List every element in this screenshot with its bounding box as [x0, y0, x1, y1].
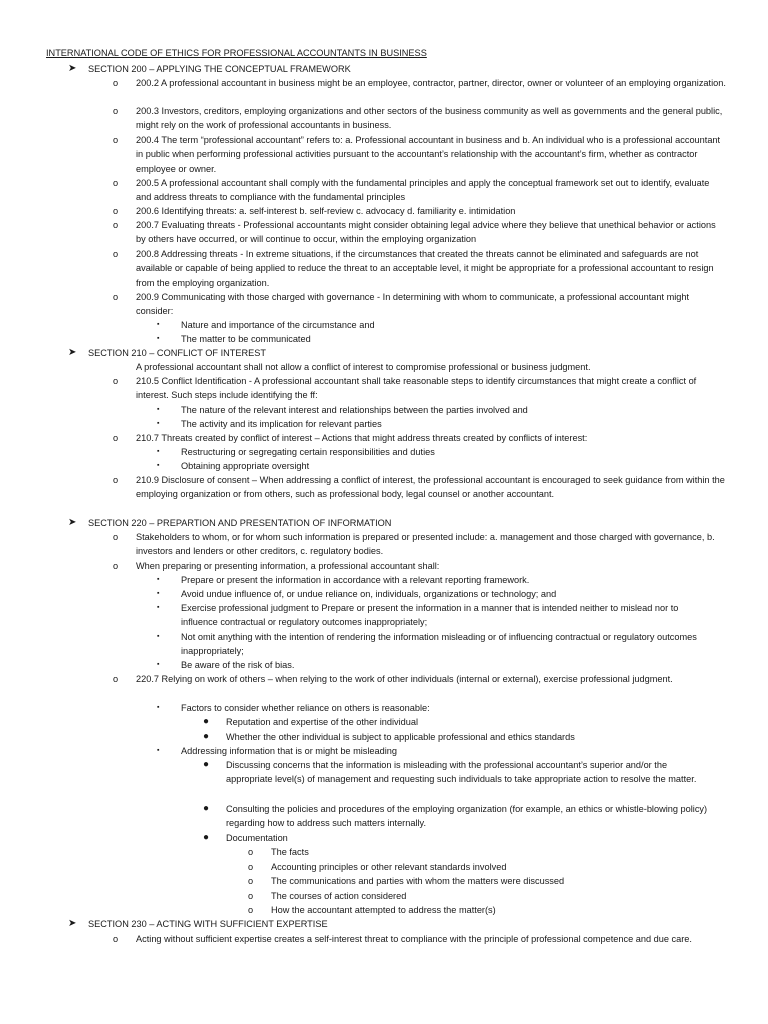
outline-item-text: Reputation and expertise of the other individual	[226, 717, 419, 727]
outline-item-text: Discussing concerns that the information is misleading with the professional accountant’s superior and/or the appropriate level(s) of management and requesting such individuals to take appropriate action to resolve the matter.	[226, 760, 697, 785]
outline-item-text: 210.7 Threats created by conflict of interest – Actions that might address threats created by conflicts of interest:	[136, 433, 588, 443]
circle-bullet-icon: o	[113, 292, 119, 302]
outline-item-text: 220.7 Relying on work of others – when relying to the work of other individuals (internal or external), exercise professional judgment.	[136, 674, 673, 684]
circle-bullet-icon: o	[113, 561, 119, 571]
outline-item-text: When preparing or presenting information, a professional accountant shall:	[136, 561, 440, 571]
circle-bullet-icon: o	[113, 249, 119, 259]
outline-item-text: SECTION 220 – PREPARTION AND PRESENTATION OF INFORMATION	[88, 518, 392, 528]
circle-bullet-icon: o	[113, 78, 119, 88]
outline-item-text: Nature and importance of the circumstance and	[181, 320, 375, 330]
circle-bullet-icon: o	[113, 433, 119, 443]
outline-item-text: 200.6 Identifying threats: a. self-interest b. self-review c. advocacy d. familiarity e. intimidation	[136, 206, 516, 216]
circle-bullet-icon: o	[113, 674, 119, 684]
dot-bullet-icon: ●	[203, 803, 210, 814]
circle-bullet-icon: o	[113, 135, 119, 145]
outline-item-text: SECTION 210 – CONFLICT OF INTEREST	[88, 348, 266, 358]
outline-item-text: Avoid undue influence of, or undue reliance on, individuals, organizations or technology; and	[181, 589, 557, 599]
square-bullet-icon: ▪	[157, 448, 160, 455]
outline-item-text: Obtaining appropriate oversight	[181, 461, 310, 471]
outline-item-text: SECTION 230 – ACTING WITH SUFFICIENT EXPERTISE	[88, 919, 328, 929]
circle-bullet-icon: o	[113, 220, 119, 230]
outline-item-text: The nature of the relevant interest and relationships between the parties involved and	[181, 405, 528, 415]
outline-item-text: Prepare or present the information in accordance with a relevant reporting framework.	[181, 575, 530, 585]
square-bullet-icon: ▪	[157, 747, 160, 754]
circle-bullet-icon: o	[113, 475, 119, 485]
circle-bullet-icon: o	[248, 905, 254, 915]
dot-bullet-icon: ●	[203, 731, 210, 742]
circle-bullet-icon: o	[113, 178, 119, 188]
arrow-bullet-icon: ➤	[68, 63, 77, 74]
outline-item-text: 200.5 A professional accountant shall comply with the fundamental principles and apply the conceptual framework set out to identify, evaluate and address threats to compliance with the fundamental principles	[136, 178, 710, 203]
dot-bullet-icon: ●	[203, 759, 210, 770]
outline-item-text: How the accountant attempted to address the matter(s)	[271, 905, 496, 915]
square-bullet-icon: ▪	[157, 704, 160, 711]
outline-item-text: 210.5 Conflict Identification - A professional accountant shall take reasonable steps to identify circumstances that might create a conflict of interest. Such steps include identifying the ff:	[136, 376, 697, 401]
dot-bullet-icon: ●	[203, 832, 210, 843]
circle-bullet-icon: o	[248, 891, 254, 901]
outline-item-text: Consulting the policies and procedures of the employing organization (for example, an ethics or whistle-blowing policy) regarding how to address such matters internally.	[226, 804, 708, 829]
outline-item-text: Acting without sufficient expertise creates a self-interest threat to compliance with the principle of professional competence and due care.	[136, 934, 692, 944]
outline-item-text: 210.9 Disclosure of consent – When addressing a conflict of interest, the professional accountant is encouraged to seek guidance from within the employing organization or from others, such as professional body, legal counsel or another accountant.	[136, 475, 725, 500]
outline-item-text: The courses of action considered	[271, 891, 407, 901]
outline-item-text: Factors to consider whether reliance on others is reasonable:	[181, 703, 430, 713]
outline-item-text: SECTION 200 – APPLYING THE CONCEPTUAL FRAMEWORK	[88, 64, 351, 74]
circle-bullet-icon: o	[248, 847, 254, 857]
square-bullet-icon: ▪	[157, 590, 160, 597]
square-bullet-icon: ▪	[157, 604, 160, 611]
circle-bullet-icon: o	[113, 206, 119, 216]
circle-bullet-icon: o	[113, 106, 119, 116]
outline-item-text: A professional accountant shall not allow a conflict of interest to compromise professional or business judgment.	[136, 362, 591, 372]
outline-item-text: 200.4 The term “professional accountant” refers to: a. Professional accountant in business and b. An individual who is a professional accountant in public when performing professional activities pursuant to the accountant’s relationship with the accountant’s firm, whether as contractor employee or owner.	[136, 135, 721, 174]
circle-bullet-icon: o	[113, 532, 119, 542]
outline-item-text: Restructuring or segregating certain responsibilities and duties	[181, 447, 435, 457]
outline-item-text: Exercise professional judgment to Prepare or present the information in a manner that is intended neither to mislead nor to influence contractual or regulatory outcomes inappropriately;	[181, 603, 679, 628]
arrow-bullet-icon: ➤	[68, 347, 77, 358]
square-bullet-icon: ▪	[157, 420, 160, 427]
square-bullet-icon: ▪	[157, 335, 160, 342]
outline-item-text: Addressing information that is or might be misleading	[181, 746, 398, 756]
circle-bullet-icon: o	[248, 876, 254, 886]
outline-item-text: The matter to be communicated	[181, 334, 311, 344]
square-bullet-icon: ▪	[157, 576, 160, 583]
outline-item-text: Not omit anything with the intention of rendering the information misleading or of influencing contractual or regulatory outcomes inappropriately;	[181, 632, 697, 657]
arrow-bullet-icon: ➤	[68, 918, 77, 929]
outline-item-text: The facts	[271, 847, 309, 857]
outline-item-text: 200.8 Addressing threats - In extreme situations, if the circumstances that created the threats cannot be eliminated and safeguards are not available or capable of being applied to reduce the threat to an acceptable level, it might be appropriate for a professional accountant to resign from the employing organization.	[136, 249, 714, 288]
square-bullet-icon: ▪	[157, 661, 160, 668]
square-bullet-icon: ▪	[157, 633, 160, 640]
circle-bullet-icon: o	[113, 376, 119, 386]
arrow-bullet-icon: ➤	[68, 517, 77, 528]
outline-item-text: Be aware of the risk of bias.	[181, 660, 295, 670]
outline-item-text: The activity and its implication for relevant parties	[181, 419, 382, 429]
outline-item-text: 200.9 Communicating with those charged with governance - In determining with whom to communicate, a professional accountant might consider:	[136, 292, 690, 317]
circle-bullet-icon: o	[113, 934, 119, 944]
outline-item-text: 200.2 A professional accountant in business might be an employee, contractor, partner, director, owner or volunteer of an employing organization.	[136, 78, 726, 88]
square-bullet-icon: ▪	[157, 462, 160, 469]
square-bullet-icon: ▪	[157, 406, 160, 413]
outline-item-text: 200.7 Evaluating threats - Professional accountants might consider obtaining legal advice where they believe that unethical behavior or actions by others have occurred, or will continue to occur, within the employing organization	[136, 220, 716, 245]
outline-item-text: 200.3 Investors, creditors, employing organizations and other sectors of the business community as well as governments and the general public, might rely on the work of professional accountants in business.	[136, 106, 723, 131]
outline-item-text: Documentation	[226, 833, 288, 843]
outline-item-text: Stakeholders to whom, or for whom such information is prepared or presented include: a. management and those charged with governance, b. investors and lenders or other creditors, c. regulatory bodies.	[136, 532, 715, 557]
circle-bullet-icon: o	[248, 862, 254, 872]
outline-item-text: Accounting principles or other relevant standards involved	[271, 862, 507, 872]
document-title: INTERNATIONAL CODE OF ETHICS FOR PROFESSIONAL ACCOUNTANTS IN BUSINESS	[46, 48, 427, 58]
outline-item-text: The communications and parties with whom the matters were discussed	[271, 876, 565, 886]
outline-item-text: Whether the other individual is subject to applicable professional and ethics standards	[226, 732, 575, 742]
square-bullet-icon: ▪	[157, 321, 160, 328]
dot-bullet-icon: ●	[203, 716, 210, 727]
